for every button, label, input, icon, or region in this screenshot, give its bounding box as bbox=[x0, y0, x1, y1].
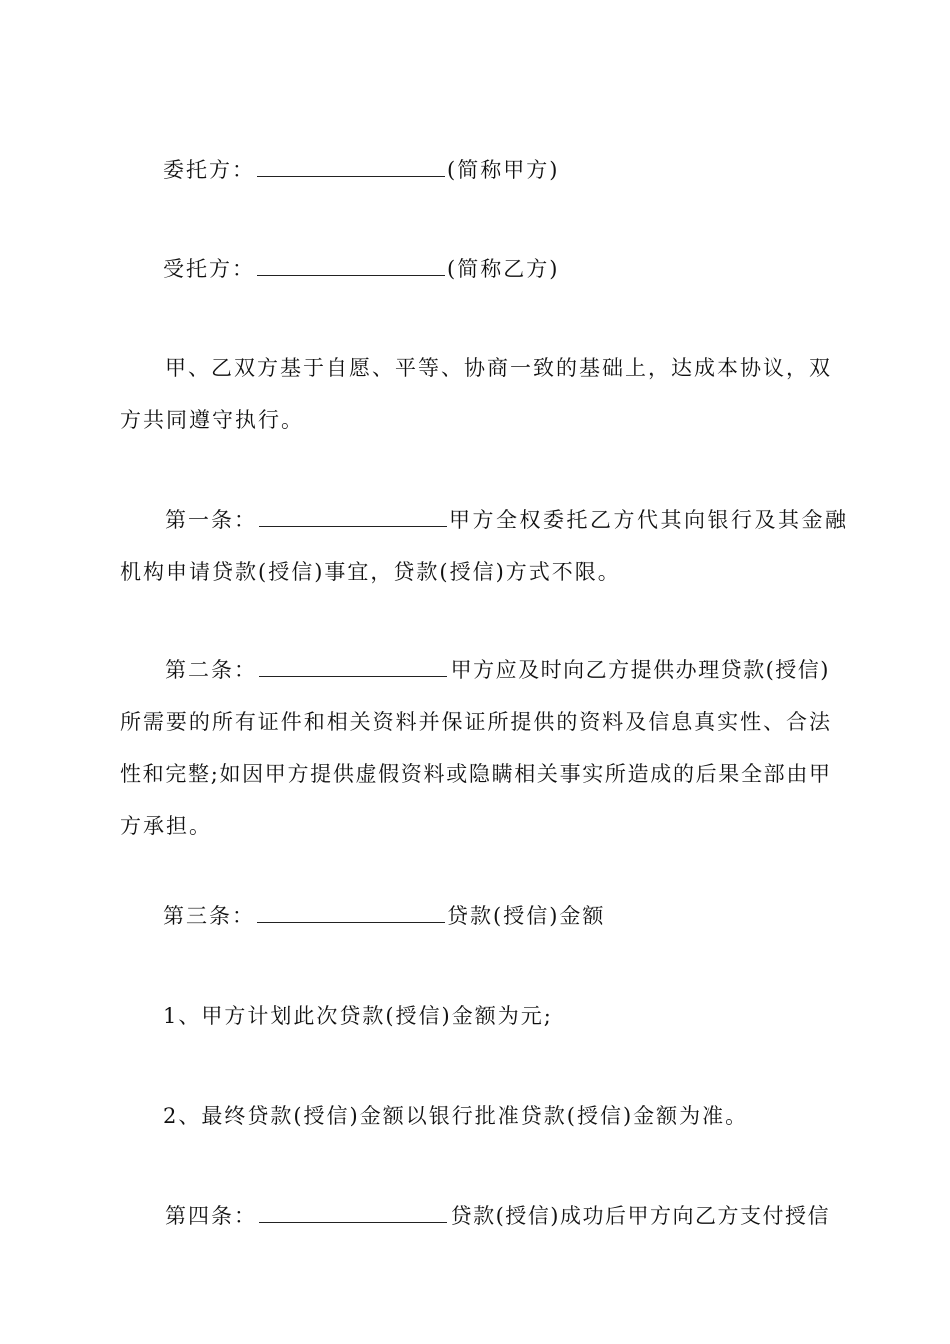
party-b-label: 受托方： bbox=[163, 257, 255, 281]
party-b-suffix: (简称乙方) bbox=[447, 257, 560, 281]
article-1-line-2: 机构申请贷款(授信)事宜，贷款(授信)方式不限。 bbox=[120, 560, 621, 584]
article-3-title: 贷款(授信)金额 bbox=[447, 904, 606, 928]
article-4-blank bbox=[259, 1221, 447, 1223]
party-a-label: 委托方： bbox=[163, 158, 255, 182]
article-4-label: 第四条： bbox=[165, 1204, 257, 1228]
party-a-blank bbox=[257, 175, 445, 177]
article-2-line-4: 方承担。 bbox=[120, 814, 212, 838]
article-2-line-1 bbox=[165, 655, 830, 685]
article-1-label: 第一条： bbox=[165, 508, 257, 532]
article-3-blank bbox=[257, 921, 445, 923]
article-2-text: 甲方应及时向乙方提供办理贷款(授信) bbox=[450, 658, 830, 682]
party-a-suffix: (简称甲方) bbox=[447, 158, 560, 182]
article-2-blank bbox=[259, 675, 447, 677]
article-2-label: 第二条： bbox=[165, 658, 257, 682]
intro-line-2: 方共同遵守执行。 bbox=[120, 408, 304, 432]
article-3-item-1: 1、甲方计划此次贷款(授信)金额为元; bbox=[163, 1004, 553, 1028]
article-3-item-2: 2、最终贷款(授信)金额以银行批准贷款(授信)金额为准。 bbox=[163, 1104, 749, 1128]
article-2-line-3: 性和完整;如因甲方提供虚假资料或隐瞒相关事实所造成的后果全部由甲 bbox=[120, 762, 830, 786]
intro-line-1: 甲、乙双方基于自愿、平等、协商一致的基础上，达成本协议，双 bbox=[165, 356, 830, 380]
article-3-line bbox=[163, 901, 950, 931]
article-1-text: 甲方全权委托乙方代其向银行及其金融 bbox=[449, 508, 849, 532]
party-a-line bbox=[163, 155, 950, 185]
article-4-line-1 bbox=[165, 1201, 830, 1231]
article-1-line-1 bbox=[165, 505, 849, 535]
party-b-line bbox=[163, 254, 950, 284]
article-4-text: 贷款(授信)成功后甲方向乙方支付授信 bbox=[450, 1204, 830, 1228]
article-2-line-2: 所需要的所有证件和相关资料并保证所提供的资料及信息真实性、合法 bbox=[120, 710, 830, 734]
article-1-blank bbox=[259, 525, 447, 527]
party-b-blank bbox=[257, 274, 445, 276]
article-3-label: 第三条： bbox=[163, 904, 255, 928]
